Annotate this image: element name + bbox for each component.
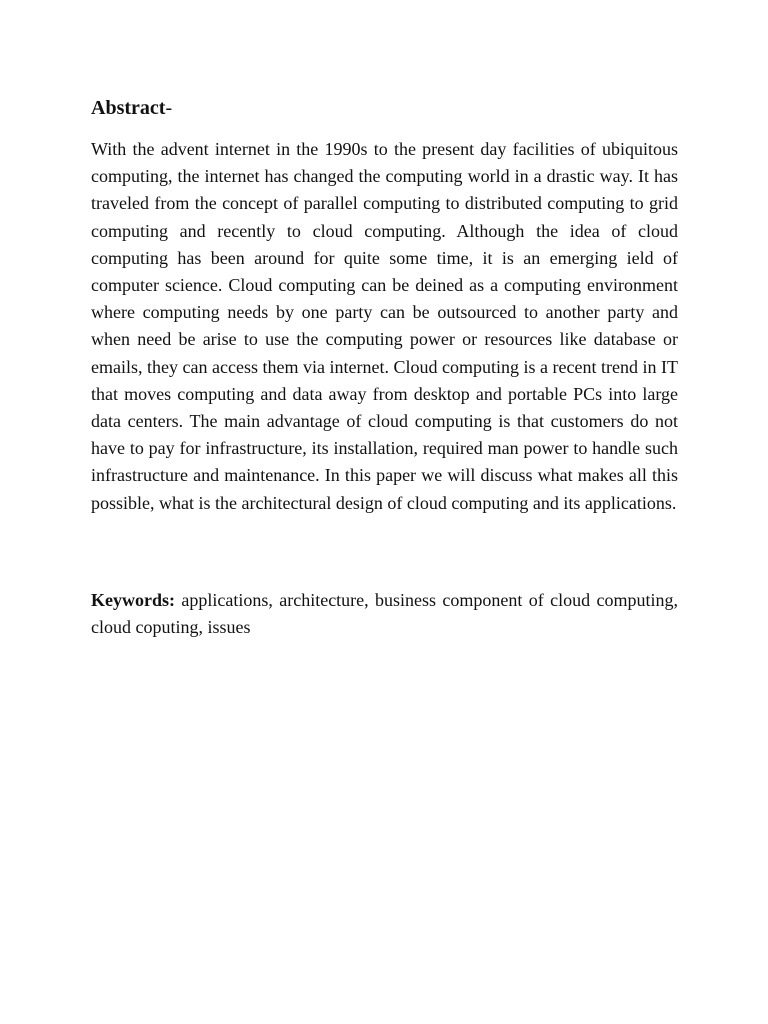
abstract-heading <box>91 95 172 121</box>
keywords-text: applications, architecture, business component of cloud computing, cloud coputing, issues <box>91 590 678 638</box>
abstract-paragraph: With the advent internet in the 1990s to the present day facilities of ubiquitous computing, the internet has changed the computing world in a drastic way. It has traveled from the concept of parallel computing to distributed computing to grid computing and recently to cloud computing. Although the idea of cloud computing has been around for quite some time, it is an emerging ield of computer science. Cloud computing can be deined as a computing environment where computing needs by one party can be outsourced to another party and when need be arise to use the computing power or resources like database or emails, they can access them via internet. Cloud computing is a recent trend in IT that moves computing and data away from desktop and portable PCs into large data centers. The main advantage of cloud computing is that customers do not have to pay for infrastructure, its installation, required man power to handle such infrastructure and maintenance. In this paper we will discuss what makes all this possible, what is the architectural design of cloud computing and its applications. <box>91 139 678 513</box>
abstract-title-suffix: - <box>165 97 173 119</box>
keywords-paragraph <box>91 587 678 641</box>
keywords-label: Keywords: <box>91 590 175 610</box>
abstract-title: Abstract <box>91 97 166 119</box>
